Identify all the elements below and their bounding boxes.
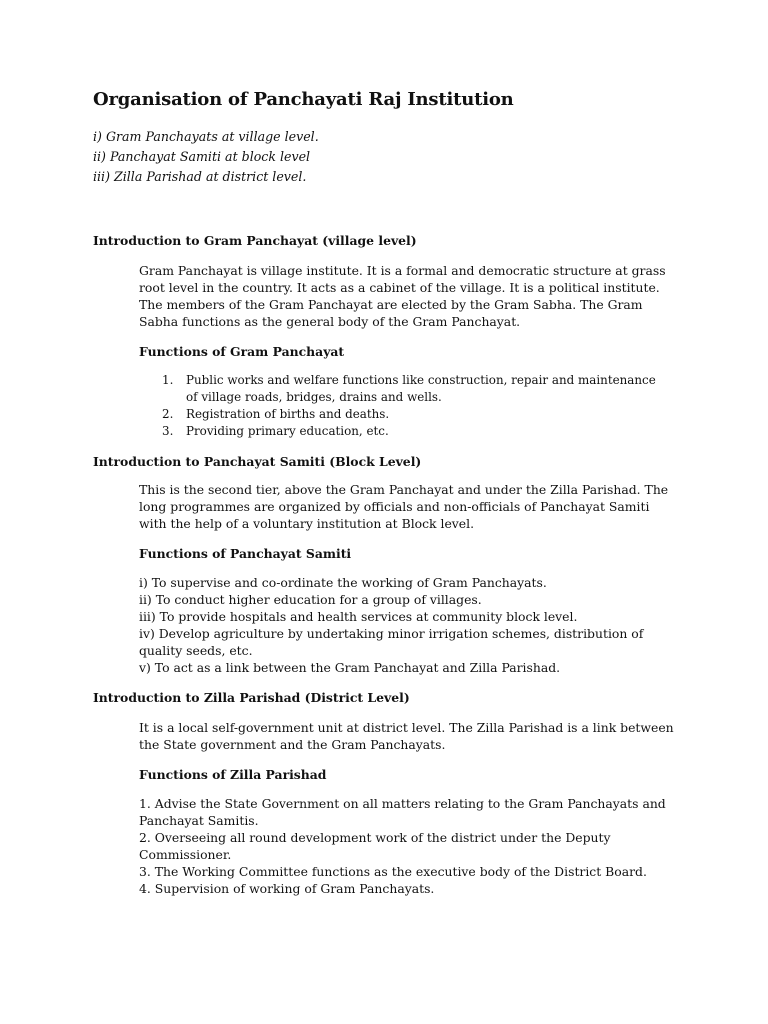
list-item: iii) To provide hospitals and health services at community block level.: [139, 609, 578, 624]
list-item: 3. The Working Committee functions as the executive body of the District Board.: [139, 864, 647, 879]
zilla-parishad-functions-heading: Functions of Zilla Parishad: [139, 767, 327, 782]
list-item: i) To supervise and co-ordinate the working of Gram Panchayats.: [139, 575, 547, 590]
list-number: 2.: [162, 407, 174, 421]
list-number: 3.: [162, 424, 174, 438]
list-item: ii) To conduct higher education for a group of villages.: [139, 592, 482, 607]
list-item-text: Providing primary education, etc.: [186, 424, 389, 438]
list-item: 2. Overseeing all round development work of the district under the Deputy Commissioner.: [139, 830, 611, 862]
panchayat-samiti-functions-heading: Functions of Panchayat Samiti: [139, 546, 352, 561]
list-item: v) To act as a link between the Gram Panchayat and Zilla Parishad.: [139, 660, 561, 675]
list-number: 1.: [162, 373, 174, 387]
list-item-text: Registration of births and deaths.: [186, 407, 390, 421]
gram-panchayat-heading: Introduction to Gram Panchayat (village level): [93, 233, 417, 248]
panchayat-samiti-intro: This is the second tier, above the Gram Panchayat and under the Zilla Parishad. The long programmes are organized by officials and non-officials of Panchayat Samiti with the help of a voluntary institution at Block level.: [139, 482, 669, 531]
level-item: ii) Panchayat Samiti at block level: [93, 149, 311, 164]
zilla-parishad-heading: Introduction to Zilla Parishad (District Level): [93, 690, 410, 705]
panchayat-samiti-heading: Introduction to Panchayat Samiti (Block Level): [93, 454, 422, 469]
zilla-parishad-intro: It is a local self-government unit at district level. The Zilla Parishad is a link between the State government and the Gram Panchayats.: [139, 720, 674, 752]
list-item: 1. Advise the State Government on all matters relating to the Gram Panchayats and Panchayat Samitis.: [139, 796, 666, 828]
list-item-text: Public works and welfare functions like construction, repair and maintenance of village roads, bridges, drains and wells.: [186, 373, 656, 404]
gram-panchayat-functions-list: [139, 372, 659, 440]
list-item: [139, 423, 659, 440]
list-item: 4. Supervision of working of Gram Panchayats.: [139, 881, 435, 896]
level-item: i) Gram Panchayats at village level.: [93, 129, 319, 144]
level-item: iii) Zilla Parishad at district level.: [93, 169, 307, 184]
list-item: [139, 372, 659, 406]
gram-panchayat-intro: Gram Panchayat is village institute. It is a formal and democratic structure at grass root level in the country. It acts as a cabinet of the village. It is a political institute. The members of the Gram Panchayat are elected by the Gram Sabha. The Gram Sabha functions as the general body of the Gram Panchayat.: [139, 263, 666, 329]
document-title: Organisation of Panchayati Raj Institution: [93, 89, 514, 110]
list-item: iv) Develop agriculture by undertaking minor irrigation schemes, distribution of quality seeds, etc.: [139, 626, 644, 658]
panchayat-samiti-functions-list: [139, 574, 684, 676]
zilla-parishad-functions-list: [139, 795, 684, 897]
list-item: [139, 406, 659, 423]
gram-panchayat-functions-heading: Functions of Gram Panchayat: [139, 344, 345, 359]
levels-list: [93, 127, 319, 187]
